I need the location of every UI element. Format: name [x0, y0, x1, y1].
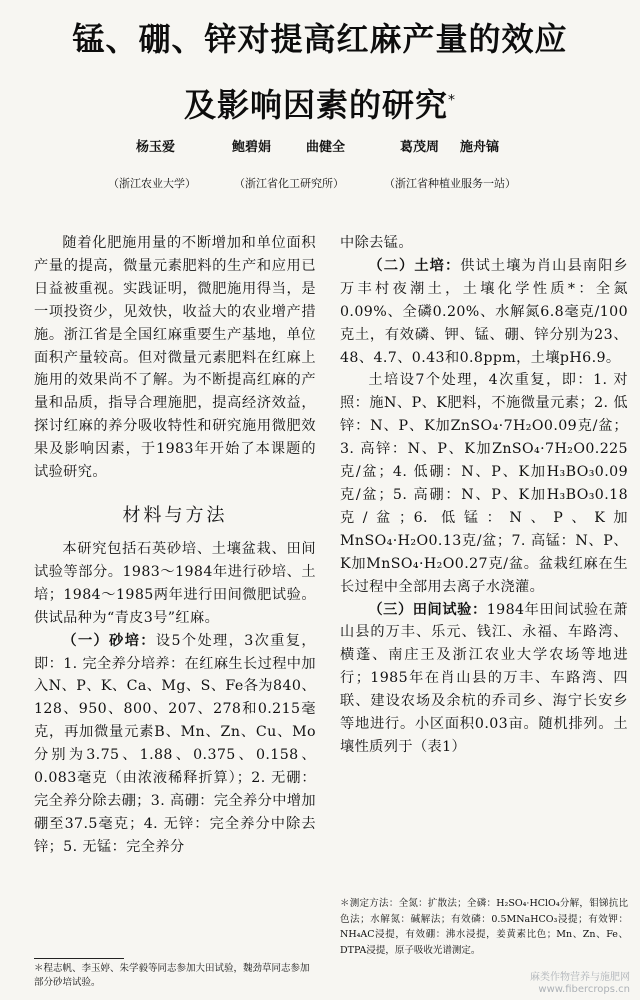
title-footnote-marker: * [448, 92, 456, 109]
affiliations-line [0, 175, 640, 195]
soil-culture-label: （二）土培： [368, 257, 461, 274]
sand-culture-label: （一）砂培： [62, 632, 156, 649]
watermark [530, 972, 630, 996]
paper-title-line-1: 锰、硼、锌对提高红麻产量的效应 [72, 20, 568, 58]
field-trial-paragraph [340, 599, 628, 759]
affiliation-3: （浙江省种植业服务一站） [384, 177, 516, 190]
footnote-divider [34, 958, 124, 959]
footnote-left: ＊程志帆、李玉婷、朱学毅等同志参加大田试验，魏劲草同志参加部分砂培试验。 [34, 963, 310, 988]
paper-title-line-2-text: 及影响因素的研究 [183, 86, 448, 124]
affiliation-1: （浙江农业大学） [108, 177, 196, 190]
soil-culture-text: 供试土壤为肖山县南阳乡万丰村夜潮土，土壤化学性质*：全氮0.09%、全磷0.20%、水解氮6.8毫克/100克土，有效磷、钾、锰、硼、锌分别为23、48、4.7、0.43和0.8ppm，土壤pH6.9。 [340, 257, 629, 366]
watermark-line-1: 麻类作物营养与施肥网 [530, 972, 630, 983]
sand-culture-paragraph [34, 630, 316, 859]
author-2: 鲍碧娟 [232, 140, 272, 155]
right-column [340, 232, 628, 759]
methods-intro-paragraph: 本研究包括石英砂培、土壤盆栽、田间试验等部分。1983～1984年进行砂培、土培；1984～1985两年进行田间微肥试验。供试品种为“青皮3号”红麻。 [34, 540, 316, 626]
watermark-line-2: www.fibercrops.cn [538, 984, 630, 995]
author-1: 杨玉爱 [136, 140, 176, 155]
field-trial-text: 1984年田间试验在萧山县的万丰、乐元、钱江、永福、车路湾、横蓬、南庄王及浙江农业大学农场等地进行；1985年在肖山县的万丰、车路湾、四联、建设农场及余杭的乔司乡、海宁长安乡等地进行。小区面积0.03亩。随机排列。土壤性质列于（表1） [340, 601, 628, 755]
soil-culture-paragraph [340, 255, 628, 370]
pot-treatments-paragraph: 土培设7个处理，4次重复，即：1. 对照：施N、P、K肥料，不施微量元素；2. 低锌：N、P、K加ZnSO₄·7H₂O0.09克/盆；3. 高锌：N、P、K加ZnSO₄·7H₂O0.225克/盆；4. 低硼：N、P、K加H₃BO₃0.09克/盆；5. 高硼：N、P、K加H₃BO₃0.18克/盆；6. 低锰：N、P、K加MnSO₄·H₂O0.13克/盆；7. 高锰：N、P、K加MnSO₄·H₂O0.27克/盆。盆栽红麻在生长过程中全部用去离子水浇灌。 [340, 372, 628, 595]
affiliation-2: （浙江省化工研究所） [234, 177, 344, 190]
left-column [34, 232, 316, 859]
sand-culture-text: 设5个处理，3次重复，即：1. 完全养分培养：在红麻生长过程中加入N、P、K、Ca、Mg、S、Fe各为840、128、950、800、207、278和0.215毫克，再加微量元素B、Mn、Zn、Cu、Mo分别为3.75、1.88、0.375、0.158、0.083毫克（由浓液稀释折算）；2. 无硼：完全养分除去硼；3. 高硼：完全养分中增加硼至37.5毫克；4. 无锌：完全养分中除去锌；5. 无锰：完全养分 [34, 632, 316, 855]
continuation-text: 中除去锰。 [340, 235, 413, 251]
author-5: 施舟镐 [460, 140, 500, 155]
paper-title-line-2 [0, 80, 640, 126]
authors-line [0, 136, 640, 160]
footnote-methods: ＊测定方法：全氮：扩散法；全磷：H₂SO₄·HClO₄分解，钼锑抗比色法；水解氮：碱解法；有效磷：0.5MNaHCO₃浸提；有效钾：NH₄AC浸提，有效硼：沸水浸提，姜黄素比色；Mn、Zn、Fe、DTPA浸提，原子吸收光谱测定。 [340, 898, 628, 956]
author-4: 葛茂周 [400, 140, 440, 155]
author-3: 曲健全 [306, 140, 346, 155]
section-heading-materials-methods: 材料与方法 [122, 504, 228, 526]
field-trial-label: （三）田间试验： [368, 601, 487, 618]
intro-paragraph: 随着化肥施用量的不断增加和单位面积产量的提高，微量元素肥料的生产和应用已日益被重视。实践证明，微肥施用得当，是一项投资少，见效快，收益大的农业增产措施。浙江省是全国红麻重要生产基地，单位面积产量较高。但对微量元素肥料在红麻上施用的效果尚不了解。为不断提高红麻的产量和品质，指导合理施肥，提高经济效益，探讨红麻的养分吸收特性和研究施用微肥效果及影响因素，于1983年开始了本课题的试验研究。 [34, 235, 316, 481]
